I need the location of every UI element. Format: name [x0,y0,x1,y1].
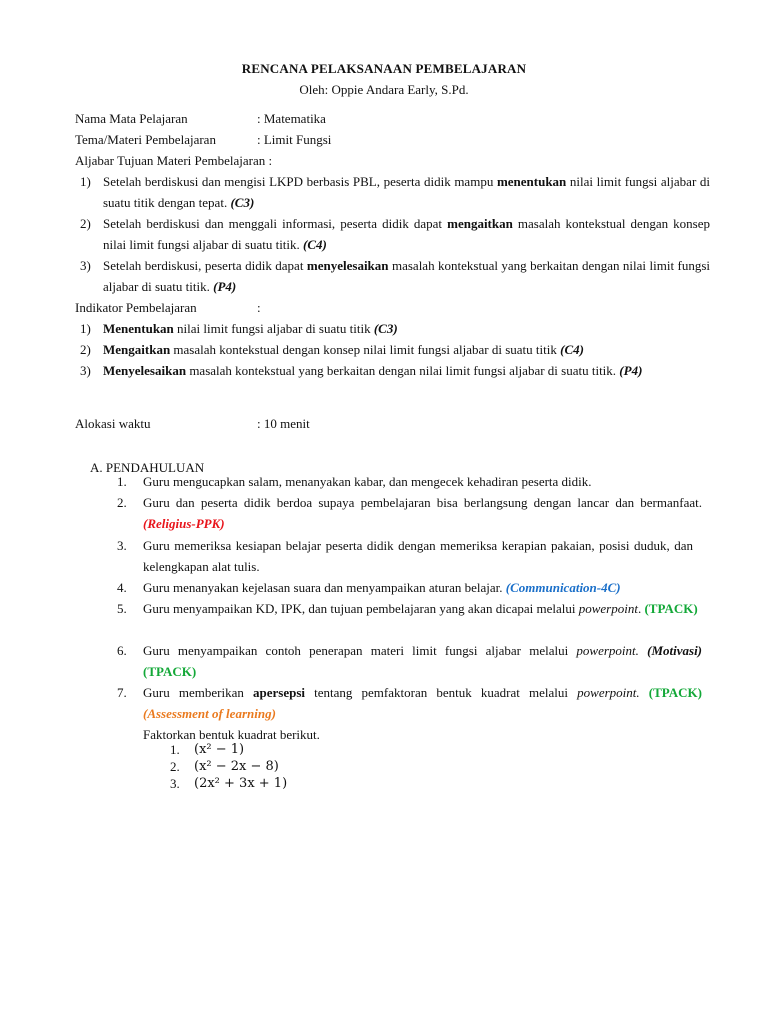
step-item: Guru memberikan apersepsi tentang pemfaktoran bentuk kuadrat melalui powerpoint. (TPACK) (Assessment of learning) [143,685,702,721]
mapel-value: : Matematika [257,111,326,126]
faktor-number: 3. [170,776,180,791]
cognitive-level: (C4) [560,342,584,357]
alokasi-row [75,413,310,434]
tujuan-number: 3) [80,258,91,273]
indikator-number: 2) [80,342,91,357]
ppk-tag: (Religius-PPK) [143,516,225,531]
step-item: Guru menyampaikan contoh penerapan materi limit fungsi aljabar melalui powerpoint. (Motivasi) (TPACK) [143,643,703,679]
step-number: 7. [117,685,127,700]
indikator-item: Mengaitkan masalah kontekstual dengan konsep nilai limit fungsi aljabar di suatu titik (C4) [103,342,584,357]
cognitive-level: (P4) [619,363,643,378]
indikator-item: Menyelesaikan masalah kontekstual yang berkaitan dengan nilai limit fungsi aljabar di suatu titik. (P4) [103,363,643,378]
tpack-tag: (TPACK) [143,664,197,679]
mapel-row [75,108,326,129]
tujuan-item: Setelah berdiskusi dan mengisi LKPD berbasis PBL, peserta didik mampu menentukan nilai limit fungsi aljabar di suatu titik dengan tepat. (C3) [103,174,710,210]
cognitive-level: (C3) [373,321,398,336]
tpack-tag: (TPACK) [648,685,702,700]
cognitive-level: (C3) [230,195,255,210]
tema-label: Tema/Materi Pembelajaran [75,132,216,147]
document-title: RENCANA PELAKSANAAN PEMBELAJARAN [241,61,527,76]
faktor-expression: (2x² + 3x + 1) [194,776,288,791]
cognitive-level: (P4) [213,279,237,294]
tujuan-item: Setelah berdiskusi, peserta didik dapat menyelesaikan masalah kontekstual yang berkaitan dengan nilai limit fungsi aljabar di suatu titik. (P4) [103,258,711,294]
mapel-label: Nama Mata Pelajaran [75,111,188,126]
indikator-number: 3) [80,363,91,378]
step-item: Guru menanyakan kejelasan suara dan menyampaikan aturan belajar. (Communication-4C) [143,580,621,595]
step-item: Guru mengucapkan salam, menanyakan kabar, dan mengecek kehadiran peserta didik. [143,474,592,489]
step-item: Guru dan peserta didik berdoa supaya pembelajaran bisa berlangsung dengan lancar dan bermanfaat. (Religius-PPK) [143,495,702,531]
indikator-number: 1) [80,321,91,336]
tema-value: : Limit Fungsi [257,132,332,147]
motivasi-tag: (Motivasi) [647,643,703,658]
step-number: 2. [117,495,127,510]
tujuan-number: 2) [80,216,91,231]
author-line: Oleh: Oppie Andara Early, S.Pd. [299,82,469,97]
step-number: 1. [117,474,127,489]
faktor-number: 1. [170,742,180,757]
tujuan-heading: Aljabar Tujuan Materi Pembelajaran : [75,153,273,168]
indikator-item: Menentukan nilai limit fungsi aljabar di suatu titik (C3) [103,321,398,336]
tujuan-item: Setelah berdiskusi dan menggali informasi, peserta didik dapat mengaitkan masalah kontekstual dengan konsep nilai limit fungsi aljabar di suatu titik. (C4) [103,216,710,252]
assessment-tag: (Assessment of learning) [143,706,276,721]
step-number: 4. [117,580,127,595]
alokasi-value: : 10 menit [257,416,310,431]
indikator-colon: : [257,300,261,315]
step-item: Guru memeriksa kesiapan belajar peserta didik dengan memeriksa kerapian pakaian, posisi duduk, dan kelengkapan alat tulis. [143,538,693,574]
tujuan-number: 1) [80,174,91,189]
faktor-expression: (x² − 2x − 8) [194,759,279,774]
tpack-tag: (TPACK) [644,601,698,616]
faktor-number: 2. [170,759,180,774]
step-number: 6. [117,643,127,658]
faktor-expression: (x² − 1) [194,742,245,757]
4c-tag: (Communication-4C) [505,580,621,595]
alokasi-label: Alokasi waktu [75,416,151,431]
cognitive-level: (C4) [303,237,327,252]
indikator-label: Indikator Pembelajaran [75,300,197,315]
step-item: Guru menyampaikan KD, IPK, dan tujuan pembelajaran yang akan dicapai melalui powerpoint. (TPACK) [143,601,698,616]
step-number: 5. [117,601,127,616]
tema-row [75,129,331,150]
faktor-intro: Faktorkan bentuk kuadrat berikut. [143,727,320,742]
section-heading: A. PENDAHULUAN [90,460,205,475]
indikator-row [75,297,261,318]
step-number: 3. [117,538,127,553]
